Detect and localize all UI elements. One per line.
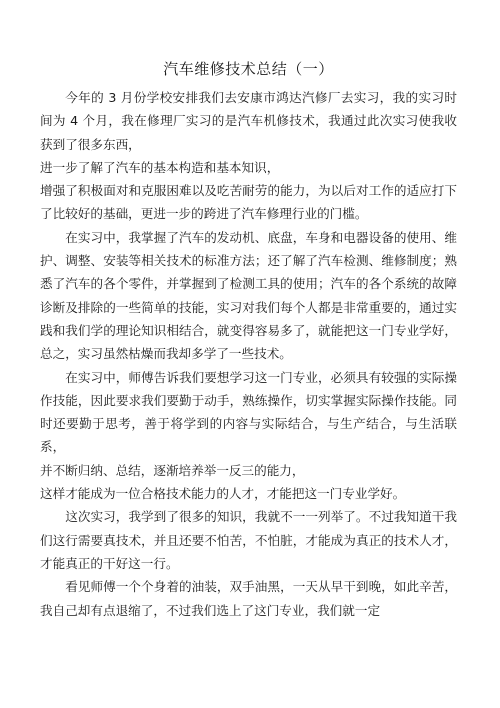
paragraph-8: 这次实习，我学到了很多的知识，我就不一一列举了。不过我知道干我们这行需要真技术，并且还要不怕苦，不怕脏，才能成为真正的技术人才，才能真正的干好这一行。: [40, 509, 457, 571]
paragraph-1: 今年的 3 月份学校安排我们去安康市鸿达汽修厂去实习，我的实习时间为 4 个月，我在修理厂实习的是汽车机修技术，我通过此次实习使我收获到了很多东西，: [40, 90, 457, 152]
paragraph-9: 看见师傅一个个身着的油装，双手油黑，一天从早干到晚，如此辛苦，我自己却有点退缩了，不过我们选上了这门专业，我们就一定: [40, 579, 457, 618]
paragraph-7: 这样才能成为一位合格技术能力的人才，才能把这一门专业学好。: [40, 486, 406, 502]
paragraph-5: 在实习中，师傅告诉我们要想学习这一门专业，必须具有较强的实际操作技能，因此要求我们要勤于动手，熟练操作，切实掌握实际操作技能。同时还要勤于思考，善于将学到的内容与实际结合，与生产结合，与生活联系，: [40, 369, 457, 455]
paragraph-4: 在实习中，我掌握了汽车的发动机、底盘，车身和电器设备的使用、维护、调整、安装等相关技术的标准方法；还了解了汽车检测、维修制度；熟悉了汽车的各个零件，并掌握到了检测工具的使用；汽车的各个系统的故障诊断及排除的一些简单的技能，实习对我们每个人都是非常重要的，通过实践和我们学的理论知识相结合，就变得容易多了，就能把这一门专业学好，总之，实习虽然枯燥而我却多学了一些技术。: [40, 229, 457, 362]
paragraph-3: 增强了积极面对和克服困难以及吃苦耐劳的能力，为以后对工作的适应打下了比较好的基础，更进一步的跨进了汽车修理行业的门槛。: [40, 183, 457, 222]
paragraph-6: 并不断归纳、总结，逐渐培养举一反三的能力，: [40, 462, 305, 478]
document-title: 汽车维修技术总结（一）: [163, 60, 334, 78]
paragraph-2: 进一步了解了汽车的基本构造和基本知识，: [40, 159, 280, 175]
